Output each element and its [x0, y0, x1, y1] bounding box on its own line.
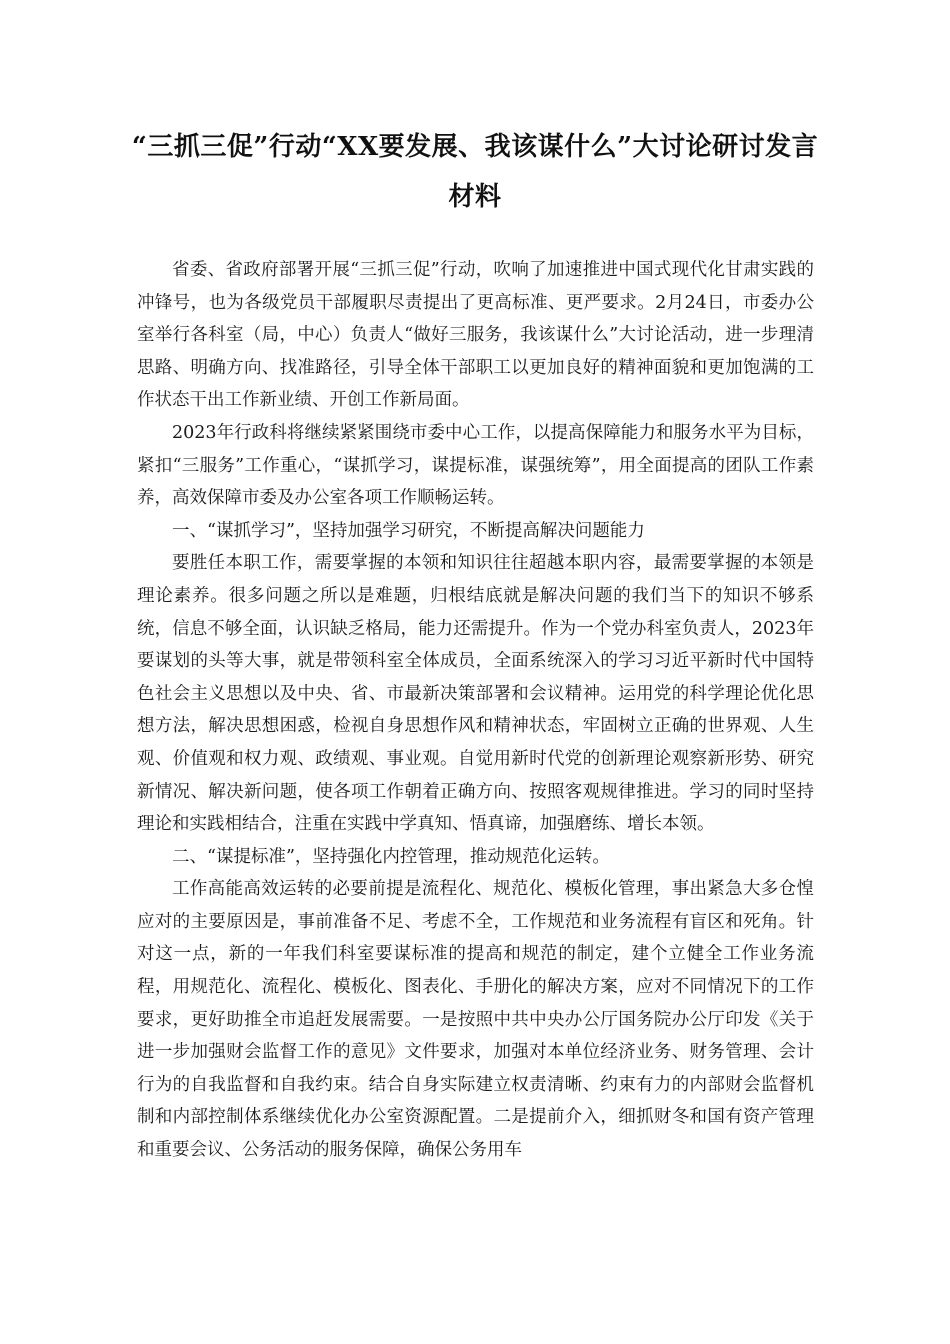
- document-title: “三抓三促”行动“XX要发展、我该谋什么”大讨论研讨发言材料: [131, 132, 819, 212]
- section-heading-1: 一、“谋抓学习”，坚持加强学习研究，不断提高解决问题能力: [172, 520, 645, 541]
- section-heading-2: 二、“谋提标准”，坚持强化内控管理，推动规范化运转。: [172, 846, 610, 867]
- paragraph-intro: 省委、省政府部署开展“三抓三促”行动，吹响了加速推进中国式现代化甘肃实践的冲锋号，也为各级党员干部履职尽责提出了更高标准、更严要求。2月24日，市委办公室举行各科室（局，中心）负责人“做好三服务，我该谋什么”大讨论活动，进一步理清思路、明确方向、找准路径，引导全体干部职工以更加良好的精神面貌和更加饱满的工作状态干出工作新业绩、开创工作新局面。: [137, 260, 814, 411]
- paragraph-section-2: 工作高能高效运转的必要前提是流程化、规范化、模板化管理，事出紧急大多仓惶应对的主要原因是，事前准备不足、考虑不全，工作规范和业务流程有盲区和死角。针对这一点，新的一年我们科室要谋标准的提高和规范的制定，建个立健全工作业务流程，用规范化、流程化、模板化、图表化、手册化的解决方案，应对不同情况下的工作要求，更好助推全市追赶发展需要。一是按照中共中央办公厅国务院办公厅印发《关于进一步加强财会监督工作的意见》文件要求，加强对本单位经济业务、财务管理、会计行为的自我监督和自我约束。结合自身实际建立权责清晰、约束有力的内部财会监督机制和内部控制体系继续优化办公室资源配置。二是提前介入，细抓财冬和国有资产管理和重要会议、公务活动的服务保障，确保公务用车: [137, 879, 814, 1161]
- paragraph-section-1: 要胜任本职工作，需要掌握的本领和知识往往超越本职内容，最需要掌握的本领是理论素养。很多问题之所以是难题，归根结底就是解决问题的我们当下的知识不够系统，信息不够全面，认识缺乏格局，能力还需提升。作为一个党办科室负责人，2023年要谋划的头等大事，就是带领科室全体成员，全面系统深入的学习习近平新时代中国特色社会主义思想以及中央、省、市最新决策部署和会议精神。运用党的科学理论优化思想方法，解决思想困惑，检视自身思想作风和精神状态，牢固树立正确的世界观、人生观、价值观和权力观、政绩观、事业观。自觉用新时代党的创新理论观察新形势、研究新情况、解决新问题，使各项工作朝着正确方向、按照客观规律推进。学习的同时坚持理论和实践相结合，注重在实践中学真知、悟真谛，加强磨练、增长本领。: [137, 553, 814, 835]
- paragraph-goals: 2023年行政科将继续紧紧围绕市委中心工作，以提高保障能力和服务水平为目标，紧扣“三服务”工作重心，“谋抓学习，谋提标准，谋强统筹”，用全面提高的团队工作素养，高效保障市委及办公室各项工作顺畅运转。: [137, 422, 814, 509]
- document-body: [137, 254, 814, 1167]
